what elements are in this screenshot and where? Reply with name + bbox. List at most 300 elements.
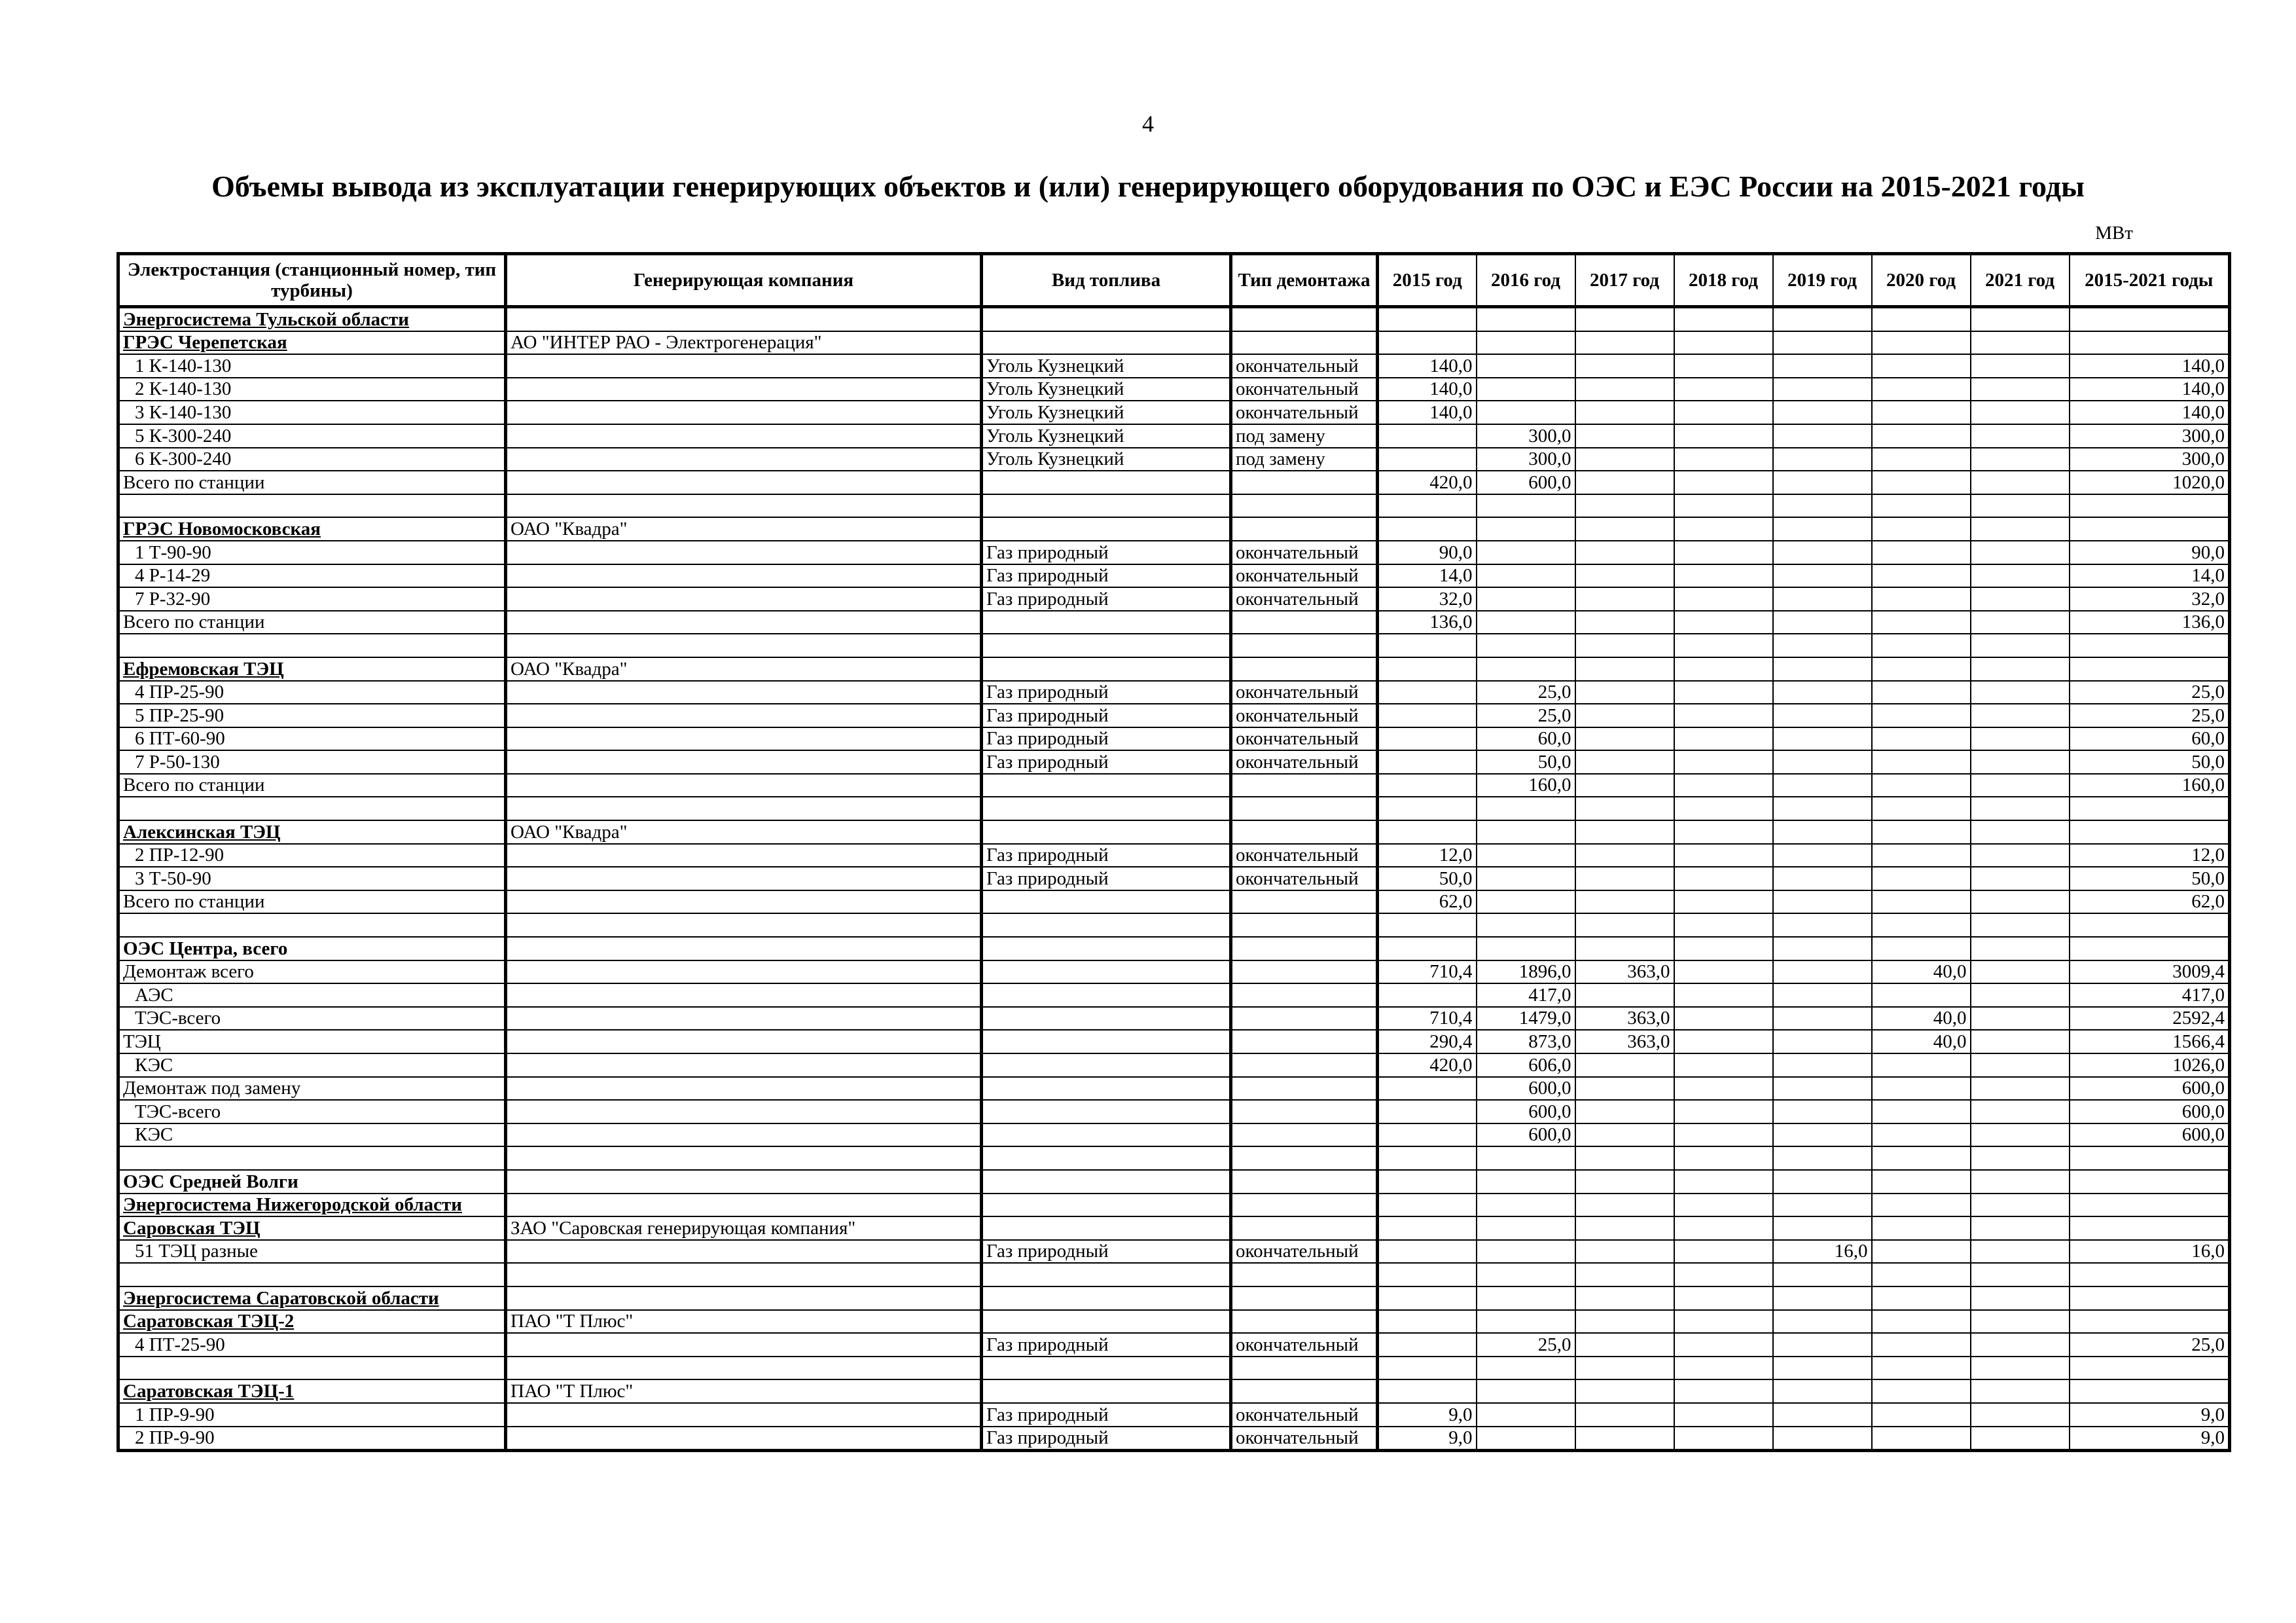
cell-year-2017 — [1575, 1077, 1674, 1101]
cell-company — [506, 378, 982, 401]
cell-year-2020 — [1872, 1240, 1971, 1264]
cell-text: 363,0 — [1627, 1008, 1670, 1029]
cell-text: Демонтаж под замену — [123, 1078, 301, 1099]
cell-year-2017 — [1575, 937, 1674, 960]
cell-year-2020 — [1872, 1194, 1971, 1217]
cell-station — [118, 937, 506, 960]
cell-total — [2070, 1427, 2230, 1451]
cell-text: окончательный — [1236, 565, 1359, 587]
cell-year-2020 — [1872, 913, 1971, 937]
cell-text: 600,0 — [2181, 1078, 2225, 1099]
cell-text: ТЭС-всего — [135, 1008, 221, 1029]
cell-text: 7 Р-32-90 — [135, 588, 211, 610]
cell-year-2020 — [1872, 890, 1971, 914]
table-row — [118, 378, 2230, 401]
cell-station — [118, 704, 506, 727]
cell-text: 14,0 — [1439, 565, 1473, 587]
cell-year-2021 — [1971, 913, 2070, 937]
cell-year-2016 — [1477, 1170, 1575, 1194]
cell-year-2018 — [1674, 1146, 1773, 1170]
cell-year-2016 — [1477, 1286, 1575, 1310]
cell-year-2016 — [1477, 867, 1575, 890]
cell-fuel-type — [982, 541, 1231, 564]
cell-text: ТЭЦ — [123, 1031, 161, 1052]
cell-year-2016 — [1477, 564, 1575, 588]
cell-dismantling-type — [1231, 1007, 1378, 1030]
cell-station — [118, 1053, 506, 1077]
cell-text: окончательный — [1236, 541, 1359, 563]
cell-text: ОЭС Средней Волги — [123, 1171, 298, 1192]
cell-year-2016 — [1477, 1333, 1575, 1357]
cell-total — [2070, 1194, 2230, 1217]
cell-year-2020 — [1872, 1077, 1971, 1101]
cell-company — [506, 634, 982, 657]
cell-station — [118, 681, 506, 704]
cell-year-2017 — [1575, 611, 1674, 634]
cell-total — [2070, 750, 2230, 774]
cell-station — [118, 1357, 506, 1380]
cell-year-2021 — [1971, 541, 2070, 564]
cell-station — [118, 471, 506, 494]
cell-year-2016 — [1477, 1357, 1575, 1380]
cell-year-2019 — [1773, 401, 1872, 424]
decommissioning-table — [117, 252, 2231, 1452]
cell-year-2016 — [1477, 820, 1575, 844]
cell-fuel-type — [982, 797, 1231, 820]
table-row — [118, 401, 2230, 424]
cell-year-2015 — [1378, 1100, 1477, 1123]
cell-year-2015 — [1378, 1333, 1477, 1357]
cell-year-2018 — [1674, 1170, 1773, 1194]
cell-fuel-type — [982, 1357, 1231, 1380]
cell-year-2021 — [1971, 797, 2070, 820]
cell-company — [506, 1240, 982, 1264]
cell-company — [506, 1194, 982, 1217]
cell-total — [2070, 657, 2230, 681]
cell-text: 2 ПР-12-90 — [135, 845, 224, 866]
header-dismantling-type: Тип демонтажа — [1231, 254, 1378, 307]
cell-text: окончательный — [1236, 728, 1359, 750]
cell-text: 4 ПР-25-90 — [135, 682, 224, 703]
cell-text: Саровская ТЭЦ — [123, 1217, 260, 1239]
cell-year-2018 — [1674, 471, 1773, 494]
page-number: 4 — [1142, 111, 1154, 137]
cell-year-2018 — [1674, 1379, 1773, 1403]
cell-year-2021 — [1971, 1240, 2070, 1264]
cell-station — [118, 1403, 506, 1427]
cell-dismantling-type — [1231, 820, 1378, 844]
cell-year-2021 — [1971, 960, 2070, 984]
cell-year-2019 — [1773, 378, 1872, 401]
cell-year-2019 — [1773, 494, 1872, 518]
cell-year-2017 — [1575, 354, 1674, 378]
table-row — [118, 1077, 2230, 1101]
header-total-2015-2021: 2015-2021 годы — [2070, 254, 2230, 307]
cell-company — [506, 750, 982, 774]
cell-year-2017 — [1575, 471, 1674, 494]
cell-fuel-type — [982, 1030, 1231, 1053]
cell-year-2016 — [1477, 517, 1575, 541]
cell-year-2017 — [1575, 1403, 1674, 1427]
table-row — [118, 587, 2230, 611]
table-row — [118, 611, 2230, 634]
cell-year-2020 — [1872, 960, 1971, 984]
cell-year-2016 — [1477, 541, 1575, 564]
cell-text: Всего по станции — [123, 775, 265, 796]
cell-dismantling-type — [1231, 1170, 1378, 1194]
cell-year-2019 — [1773, 1194, 1872, 1217]
cell-year-2020 — [1872, 494, 1971, 518]
cell-year-2019 — [1773, 657, 1872, 681]
cell-text: 600,0 — [1528, 1078, 1571, 1099]
cell-company — [506, 867, 982, 890]
cell-year-2018 — [1674, 750, 1773, 774]
table-row — [118, 681, 2230, 704]
cell-year-2015 — [1378, 657, 1477, 681]
table-row — [118, 844, 2230, 867]
cell-year-2015 — [1378, 983, 1477, 1007]
cell-text: 12,0 — [2191, 845, 2225, 866]
cell-text: Газ природный — [986, 845, 1109, 866]
cell-company — [506, 774, 982, 797]
cell-year-2019 — [1773, 517, 1872, 541]
cell-year-2017 — [1575, 494, 1674, 518]
cell-company — [506, 797, 982, 820]
cell-year-2019 — [1773, 1077, 1872, 1101]
cell-year-2016 — [1477, 587, 1575, 611]
cell-year-2016 — [1477, 913, 1575, 937]
decommissioning-table-container — [117, 252, 2231, 1452]
cell-station — [118, 913, 506, 937]
cell-text: 14,0 — [2191, 565, 2225, 587]
cell-fuel-type — [982, 820, 1231, 844]
cell-station — [118, 1216, 506, 1240]
cell-text: под замену — [1236, 425, 1325, 447]
cell-year-2015 — [1378, 354, 1477, 378]
cell-dismantling-type — [1231, 1333, 1378, 1357]
cell-total — [2070, 564, 2230, 588]
cell-dismantling-type — [1231, 471, 1378, 494]
cell-company — [506, 307, 982, 331]
cell-station — [118, 727, 506, 751]
cell-total — [2070, 704, 2230, 727]
cell-fuel-type — [982, 424, 1231, 448]
cell-year-2020 — [1872, 471, 1971, 494]
cell-year-2020 — [1872, 1053, 1971, 1077]
cell-text: 600,0 — [1528, 471, 1571, 493]
cell-text: ПАО "Т Плюс" — [511, 1311, 634, 1332]
cell-fuel-type — [982, 1146, 1231, 1170]
cell-dismantling-type — [1231, 307, 1378, 331]
cell-fuel-type — [982, 1100, 1231, 1123]
table-row — [118, 1194, 2230, 1217]
cell-text: Всего по станции — [123, 471, 265, 493]
cell-year-2015 — [1378, 913, 1477, 937]
cell-text: 6 ПТ-60-90 — [135, 728, 225, 750]
cell-text: Всего по станции — [123, 611, 265, 633]
cell-year-2018 — [1674, 634, 1773, 657]
cell-company — [506, 1357, 982, 1380]
cell-year-2020 — [1872, 657, 1971, 681]
cell-year-2017 — [1575, 727, 1674, 751]
cell-text: 417,0 — [1528, 984, 1571, 1006]
cell-year-2021 — [1971, 517, 2070, 541]
table-row — [118, 448, 2230, 471]
cell-year-2019 — [1773, 611, 1872, 634]
cell-text: 4 ПТ-25-90 — [135, 1334, 225, 1355]
cell-year-2019 — [1773, 1123, 1872, 1147]
cell-fuel-type — [982, 844, 1231, 867]
cell-year-2018 — [1674, 913, 1773, 937]
cell-year-2016 — [1477, 937, 1575, 960]
cell-year-2017 — [1575, 867, 1674, 890]
cell-total — [2070, 1263, 2230, 1286]
cell-company — [506, 471, 982, 494]
cell-year-2020 — [1872, 797, 1971, 820]
cell-total — [2070, 587, 2230, 611]
table-row — [118, 820, 2230, 844]
cell-text: 420,0 — [1429, 471, 1473, 493]
cell-total — [2070, 1123, 2230, 1147]
cell-year-2020 — [1872, 681, 1971, 704]
cell-total — [2070, 1286, 2230, 1310]
cell-text: ЗАО "Саровская генерирующая компания" — [511, 1217, 856, 1239]
cell-year-2016 — [1477, 494, 1575, 518]
cell-dismantling-type — [1231, 960, 1378, 984]
cell-fuel-type — [982, 1123, 1231, 1147]
cell-year-2020 — [1872, 867, 1971, 890]
cell-year-2016 — [1477, 1310, 1575, 1334]
cell-total — [2070, 378, 2230, 401]
cell-company — [506, 1286, 982, 1310]
cell-text: ОАО "Квадра" — [511, 658, 628, 680]
cell-year-2016 — [1477, 1263, 1575, 1286]
cell-year-2018 — [1674, 378, 1773, 401]
cell-total — [2070, 913, 2230, 937]
cell-total — [2070, 1007, 2230, 1030]
table-row — [118, 1170, 2230, 1194]
cell-year-2020 — [1872, 820, 1971, 844]
cell-fuel-type — [982, 750, 1231, 774]
cell-station — [118, 587, 506, 611]
cell-year-2021 — [1971, 1077, 2070, 1101]
cell-year-2018 — [1674, 937, 1773, 960]
cell-dismantling-type — [1231, 1100, 1378, 1123]
cell-dismantling-type — [1231, 354, 1378, 378]
cell-year-2015 — [1378, 1379, 1477, 1403]
cell-year-2018 — [1674, 331, 1773, 355]
table-row — [118, 564, 2230, 588]
cell-text: 1 Т-90-90 — [135, 541, 211, 563]
cell-text: 90,0 — [2191, 541, 2225, 563]
cell-year-2015 — [1378, 401, 1477, 424]
cell-text: Уголь Кузнецкий — [986, 378, 1124, 400]
cell-year-2018 — [1674, 681, 1773, 704]
cell-year-2019 — [1773, 354, 1872, 378]
cell-fuel-type — [982, 1216, 1231, 1240]
cell-year-2019 — [1773, 913, 1872, 937]
cell-year-2017 — [1575, 913, 1674, 937]
header-year-2015: 2015 год — [1378, 254, 1477, 307]
cell-total — [2070, 517, 2230, 541]
cell-year-2021 — [1971, 1310, 2070, 1334]
cell-text: 40,0 — [1933, 1008, 1967, 1029]
cell-company — [506, 1403, 982, 1427]
cell-station — [118, 1286, 506, 1310]
table-row — [118, 354, 2230, 378]
cell-year-2015 — [1378, 307, 1477, 331]
cell-total — [2070, 937, 2230, 960]
cell-total — [2070, 797, 2230, 820]
cell-year-2020 — [1872, 611, 1971, 634]
cell-dismantling-type — [1231, 378, 1378, 401]
cell-year-2020 — [1872, 1146, 1971, 1170]
cell-station — [118, 1427, 506, 1451]
cell-total — [2070, 1030, 2230, 1053]
cell-year-2015 — [1378, 611, 1477, 634]
cell-year-2019 — [1773, 797, 1872, 820]
cell-total — [2070, 401, 2230, 424]
cell-station — [118, 820, 506, 844]
cell-company — [506, 1123, 982, 1147]
cell-year-2020 — [1872, 937, 1971, 960]
cell-dismantling-type — [1231, 1146, 1378, 1170]
cell-year-2020 — [1872, 1007, 1971, 1030]
cell-text: 51 ТЭЦ разные — [135, 1241, 259, 1262]
cell-station — [118, 331, 506, 355]
cell-year-2017 — [1575, 844, 1674, 867]
cell-year-2018 — [1674, 657, 1773, 681]
cell-company — [506, 448, 982, 471]
table-row — [118, 1427, 2230, 1451]
cell-dismantling-type — [1231, 774, 1378, 797]
cell-text: 60,0 — [2191, 728, 2225, 750]
cell-year-2015 — [1378, 797, 1477, 820]
cell-year-2017 — [1575, 1427, 1674, 1451]
cell-fuel-type — [982, 1053, 1231, 1077]
cell-year-2019 — [1773, 1030, 1872, 1053]
cell-text: окончательный — [1236, 588, 1359, 610]
cell-fuel-type — [982, 727, 1231, 751]
cell-station — [118, 1030, 506, 1053]
cell-year-2020 — [1872, 424, 1971, 448]
cell-text: 290,4 — [1429, 1031, 1473, 1052]
cell-text: 140,0 — [1429, 401, 1473, 423]
cell-year-2019 — [1773, 890, 1872, 914]
cell-year-2017 — [1575, 1263, 1674, 1286]
cell-station — [118, 1240, 506, 1264]
cell-company — [506, 564, 982, 588]
cell-year-2020 — [1872, 750, 1971, 774]
table-row — [118, 657, 2230, 681]
cell-year-2020 — [1872, 1310, 1971, 1334]
cell-fuel-type — [982, 657, 1231, 681]
cell-year-2017 — [1575, 541, 1674, 564]
cell-fuel-type — [982, 1286, 1231, 1310]
cell-year-2017 — [1575, 401, 1674, 424]
cell-year-2016 — [1477, 424, 1575, 448]
cell-text: 62,0 — [1439, 891, 1473, 913]
cell-year-2019 — [1773, 1310, 1872, 1334]
cell-year-2019 — [1773, 681, 1872, 704]
cell-station — [118, 1146, 506, 1170]
table-row — [118, 517, 2230, 541]
cell-text: Уголь Кузнецкий — [986, 401, 1124, 423]
cell-dismantling-type — [1231, 634, 1378, 657]
cell-year-2018 — [1674, 354, 1773, 378]
cell-text: 5 ПР-25-90 — [135, 704, 224, 726]
cell-year-2018 — [1674, 611, 1773, 634]
cell-text: 710,4 — [1429, 961, 1473, 983]
header-year-2016: 2016 год — [1477, 254, 1575, 307]
cell-year-2020 — [1872, 517, 1971, 541]
table-row — [118, 1100, 2230, 1123]
cell-text: Газ природный — [986, 565, 1109, 587]
cell-dismantling-type — [1231, 983, 1378, 1007]
cell-station — [118, 517, 506, 541]
cell-text: 160,0 — [1528, 775, 1571, 796]
cell-year-2016 — [1477, 1077, 1575, 1101]
cell-year-2021 — [1971, 1216, 2070, 1240]
cell-fuel-type — [982, 1403, 1231, 1427]
cell-year-2015 — [1378, 1263, 1477, 1286]
cell-station — [118, 1100, 506, 1123]
cell-year-2015 — [1378, 844, 1477, 867]
cell-year-2020 — [1872, 1357, 1971, 1380]
cell-text: АО "ИНТЕР РАО - Электрогенерация" — [511, 332, 822, 354]
cell-year-2016 — [1477, 657, 1575, 681]
table-row — [118, 1216, 2230, 1240]
cell-fuel-type — [982, 564, 1231, 588]
cell-year-2015 — [1378, 750, 1477, 774]
cell-year-2017 — [1575, 681, 1674, 704]
cell-company — [506, 657, 982, 681]
table-row — [118, 1123, 2230, 1147]
cell-text: 160,0 — [2181, 775, 2225, 796]
cell-fuel-type — [982, 681, 1231, 704]
cell-year-2015 — [1378, 331, 1477, 355]
cell-year-2021 — [1971, 378, 2070, 401]
cell-fuel-type — [982, 890, 1231, 914]
cell-total — [2070, 307, 2230, 331]
cell-fuel-type — [982, 867, 1231, 890]
cell-station — [118, 774, 506, 797]
cell-year-2015 — [1378, 587, 1477, 611]
cell-dismantling-type — [1231, 913, 1378, 937]
cell-year-2021 — [1971, 1263, 2070, 1286]
cell-year-2020 — [1872, 1263, 1971, 1286]
cell-year-2018 — [1674, 1100, 1773, 1123]
header-year-2017: 2017 год — [1575, 254, 1674, 307]
cell-year-2021 — [1971, 750, 2070, 774]
cell-year-2021 — [1971, 331, 2070, 355]
cell-year-2020 — [1872, 1170, 1971, 1194]
cell-total — [2070, 727, 2230, 751]
cell-station — [118, 564, 506, 588]
cell-company — [506, 1007, 982, 1030]
cell-year-2021 — [1971, 727, 2070, 751]
cell-year-2021 — [1971, 867, 2070, 890]
table-row — [118, 307, 2230, 331]
cell-station — [118, 611, 506, 634]
cell-dismantling-type — [1231, 424, 1378, 448]
cell-year-2019 — [1773, 1170, 1872, 1194]
cell-year-2021 — [1971, 1123, 2070, 1147]
cell-text: 90,0 — [1439, 541, 1473, 563]
cell-total — [2070, 1170, 2230, 1194]
cell-text: 12,0 — [1439, 845, 1473, 866]
cell-fuel-type — [982, 634, 1231, 657]
